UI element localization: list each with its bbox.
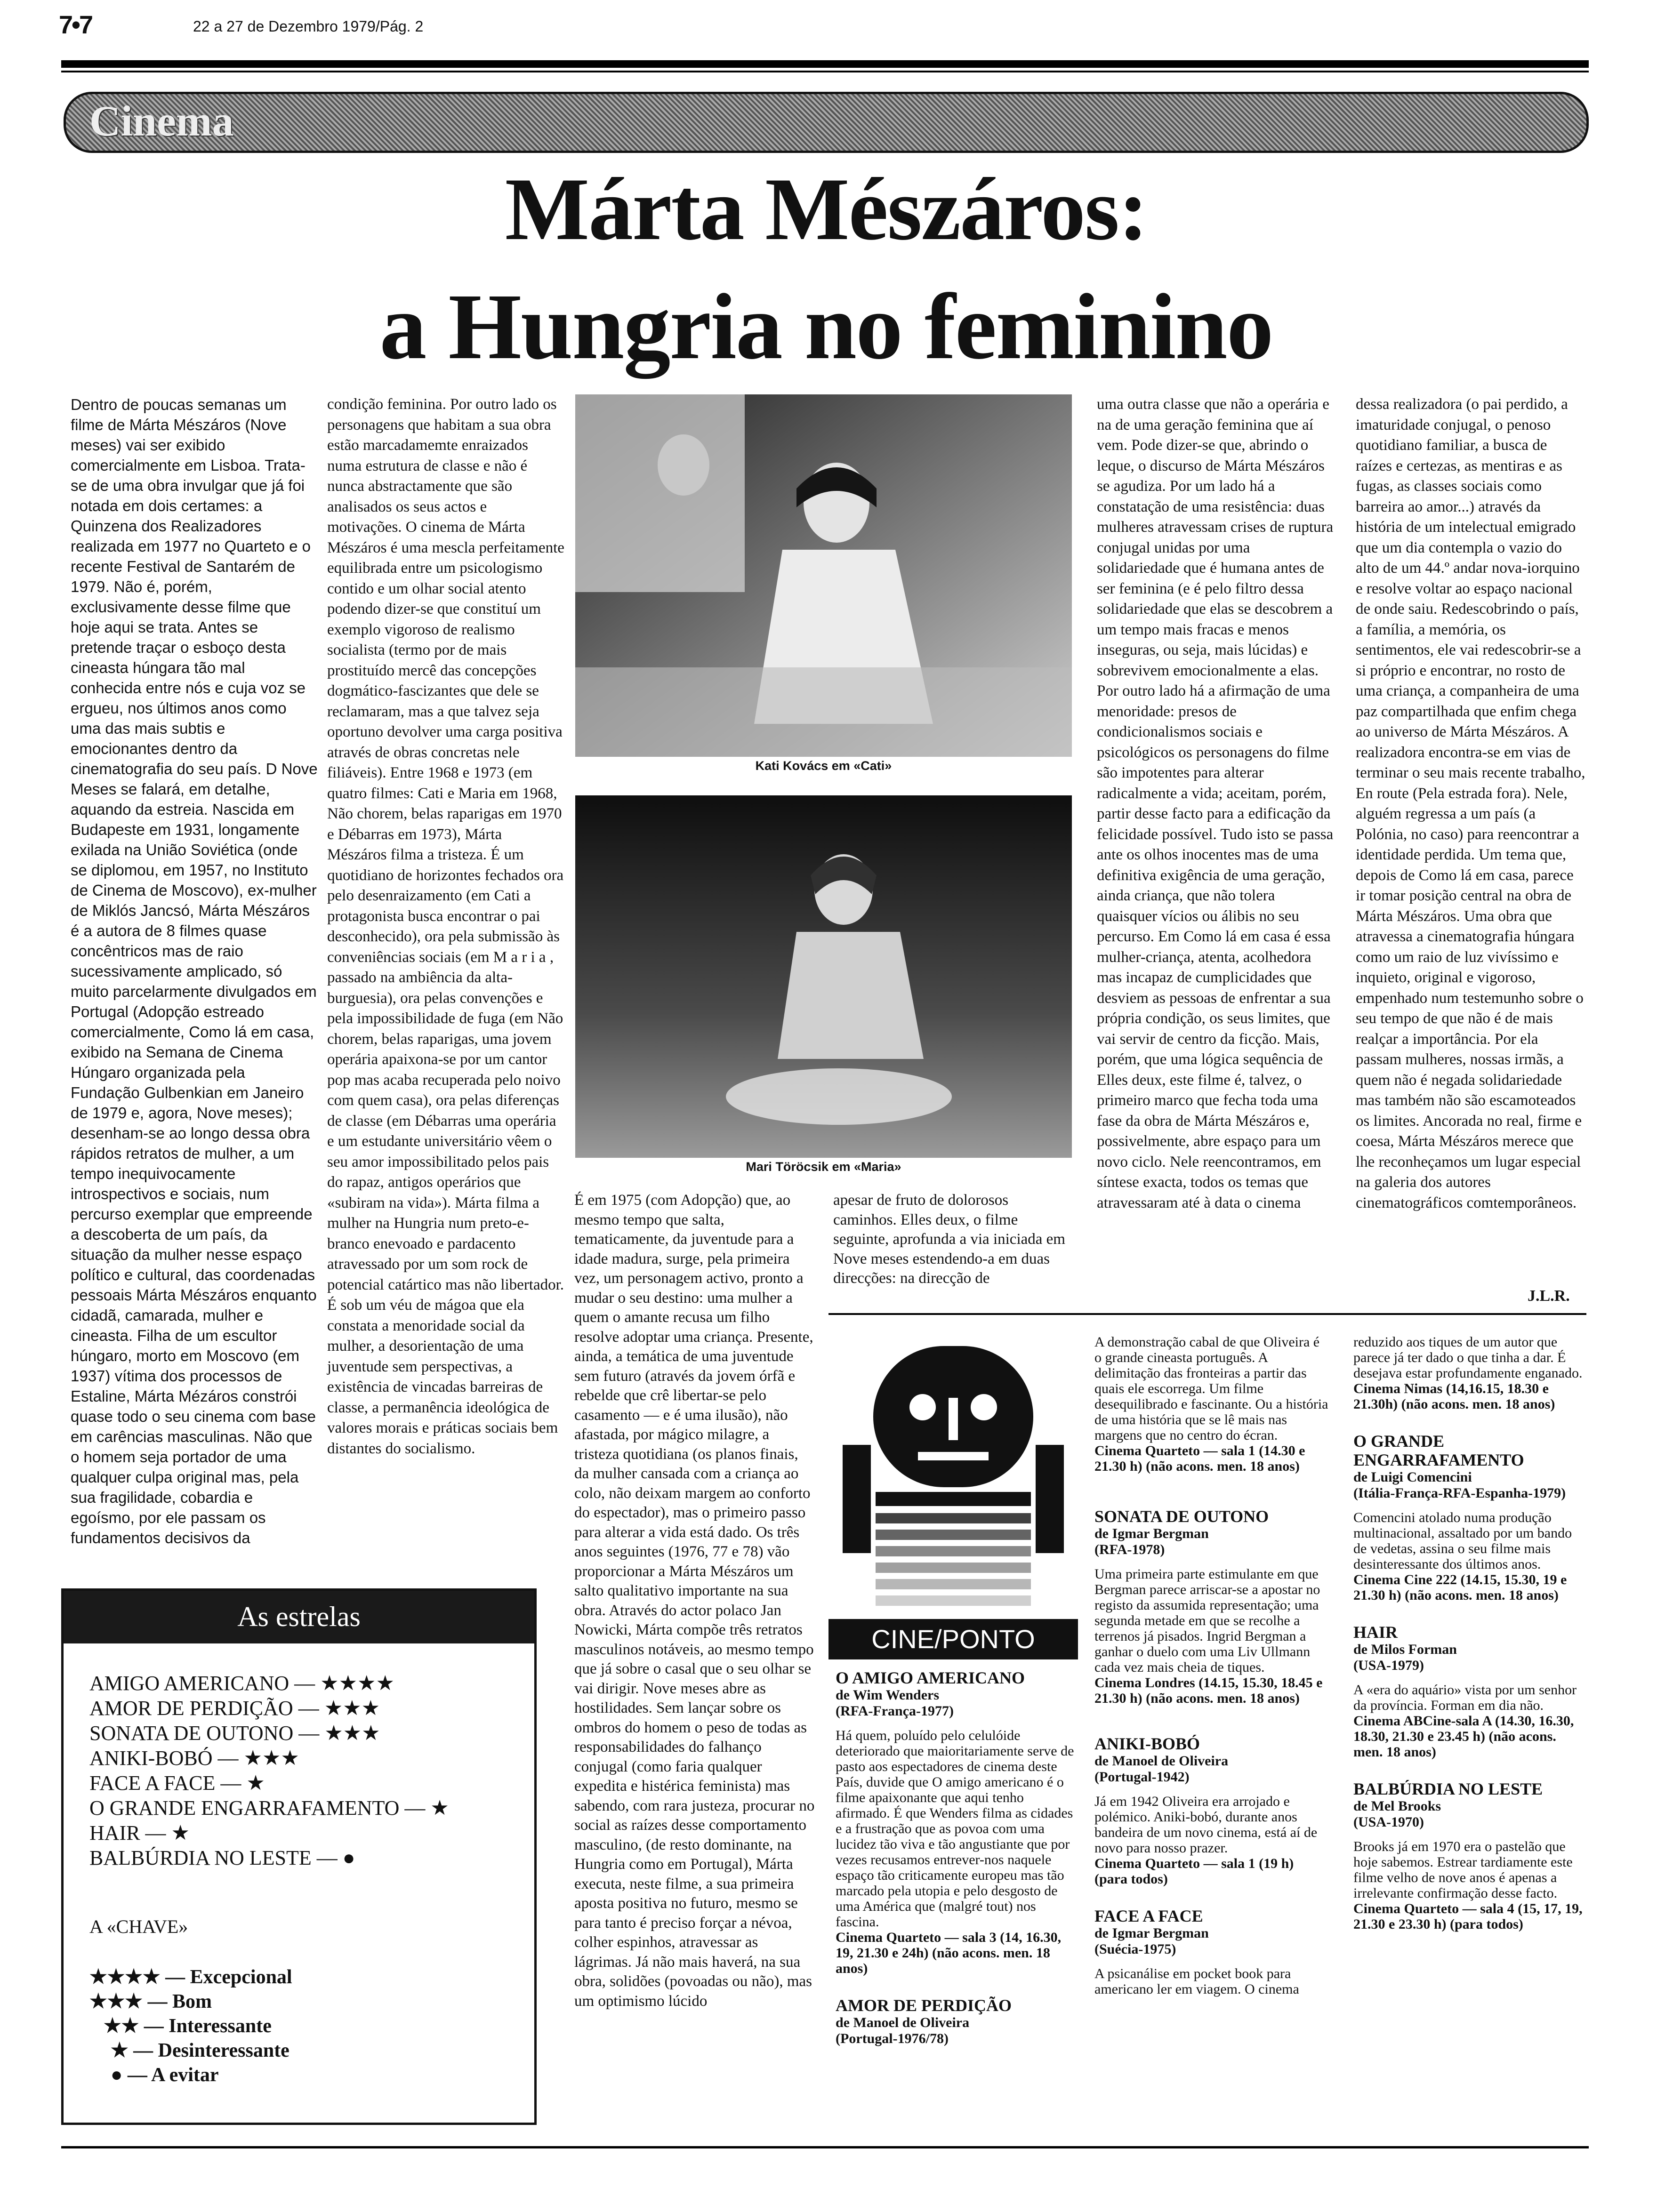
cineponto-column-2 — [1094, 1334, 1330, 2017]
stars-key-title: A «CHAVE» — [89, 1916, 188, 1937]
photo-image-2 — [575, 795, 1072, 1158]
headline-line-2: a Hungria no feminino — [379, 275, 1273, 379]
film-entry — [1353, 1334, 1586, 1412]
film-screening-info: Cinema Quarteto — sala 3 (14, 16.30, 19, 21.30 e 24h) (não acons. men. 18 anos) — [836, 1930, 1062, 1976]
star-rating-item: BALBÚRDIA NO LESTE — ● — [89, 1846, 355, 1869]
article-column-5 — [1356, 394, 1586, 1213]
star-rating-item: AMOR DE PERDIÇÃO — ★★★ — [89, 1697, 380, 1720]
stars-ratings-box — [61, 1588, 537, 2125]
film-review: A psicanálise em pocket book para americano ler em viagem. O cinema — [1094, 1966, 1299, 1997]
film-review: reduzido aos tiques de um autor que parece já ter dado o que tinha a dar. É desejava estar profundamente enganado. — [1353, 1334, 1583, 1381]
film-director: de Manoel de Oliveira — [1094, 1753, 1229, 1769]
stars-list — [89, 1671, 449, 1870]
film-origin: (RFA-1978) — [1094, 1542, 1165, 1557]
newspaper-logo: 7•7 — [59, 11, 92, 39]
section-label: Cinema — [89, 97, 234, 145]
cineponto-column-1 — [836, 1668, 1078, 2067]
film-director: de Manoel de Oliveira — [836, 2015, 970, 2030]
film-review: Há quem, poluído pelo celulóide deteriorado que maioritariamente serve de pasto aos espectadores de cinema deste País, duvide que O amigo americano é o filme apaixonante que aqui tenho afirmado. É que Wenders filma as cidades e a frustração que as povoa com uma lucidez tão viva e tão angustiante que por vezes recusamos entrever-nos naquele espaço tão criticamente europeu mas tão marcado pela utopia e pelo desgosto de uma América que (malgré tout) nos fascina. — [836, 1728, 1074, 1930]
top-rule — [61, 60, 1589, 68]
star-rating-item: ANIKI-BOBÓ — ★★★ — [89, 1747, 299, 1770]
film-origin: (RFA-França-1977) — [836, 1703, 954, 1719]
issue-date-page: 22 a 27 de Dezembro 1979/Pág. 2 — [193, 18, 424, 35]
film-screening-info: Cinema Quarteto — sala 1 (19 h) (para todos) — [1094, 1856, 1294, 1887]
article-signature: J.L.R. — [1528, 1287, 1570, 1305]
film-entry — [1094, 1734, 1330, 1887]
cineponto-logo — [828, 1337, 1078, 1619]
article-column-1 — [71, 394, 318, 1548]
film-title: AMOR DE PERDIÇÃO — [836, 1996, 1012, 2015]
film-screening-info: Cinema Quarteto — sala 1 (14.30 e 21.30 h) (não acons. men. 18 anos) — [1094, 1443, 1305, 1474]
film-entry — [1094, 1334, 1330, 1474]
film-origin: (USA-1979) — [1353, 1658, 1424, 1673]
film-entry — [836, 1668, 1078, 1976]
film-title: SONATA DE OUTONO — [1094, 1507, 1269, 1526]
film-entry — [1094, 1507, 1330, 1706]
article-text-col3b: apesar de fruto de dolorosos caminhos. Elles deux, o filme seguinte, aprofunda a via iniciada em Nove meses estendendo-a em duas direcções: na direcção de — [833, 1192, 1065, 1287]
article-column-2 — [327, 394, 565, 1459]
film-screening-info: Cinema ABCine-sala A (14.30, 16.30, 18.30, 21.30 e 23.45 h) (não acons. men. 18 anos) — [1353, 1713, 1574, 1760]
cineponto-face-icon — [828, 1337, 1078, 1619]
film-origin: (Suécia-1975) — [1094, 1941, 1176, 1957]
photo-caption-2: Mari Töröcsik em «Maria» — [746, 1160, 901, 1174]
film-review: Brooks já em 1970 era o pastelão que hoje sabemos. Estrear tardiamente este filme velho de nove anos é apenas a irrelevante confirmação desse facto. — [1353, 1839, 1573, 1901]
film-review: Uma primeira parte estimulante em que Bergman parece arriscar-se a apostar no registo da assumida representação; uma segunda metade em que se recolhe a terrenos já pisados. Ingrid Bergman a ganhar o duelo com uma Liv Ullmann cada vez mais cheia de tiques. — [1094, 1566, 1320, 1675]
article-text-col4: uma outra classe que não a operária e na de uma geração feminina que aí vem. Pode dizer-se que, abrindo o leque, o discurso de Márta Mészáros se agudiza. Por um lado há a constatação de uma resistência: duas mulheres atravessam crises de ruptura conjugal unidas por uma solidariedade que é humana antes de ser feminina (e é pelo filtro dessa solidariedade que elas se descobrem a um tempo mais fracas e menos inseguras, ou seja, mais lúcidas) e sobrevivem emocionalmente a elas. Por outro lado há a afirmação de uma menoridade: presos de condicionalismos sociais e psicológicos os personagens do filme são impotentes para alterar radicalmente a vida; aceitam, porém, partir desse facto para a edificação da felicidade possível. Tudo isto se passa ante os olhos inocentes mas de uma definitiva exigência de uma geração, ainda criança, que não tolera quaisquer vícios ou álibis no seu percurso. Em Como lá em casa é essa mulher-criança, atenta, acolhedora mas incapaz de cumplicidades que desviem as pessoas de enfrentar a sua própria condição, os seus limites, que vai servir de centro da ficção. Mais, porém, que uma lógica sequência de Elles deux, este filme é, talvez, o primeiro marco que fecha toda uma fase da obra de Márta Mészáros e, possivelmente, abre espaço para um novo ciclo. Nele reencontramos, em síntese exacta, todos os temas que atravessaram até à data o cinema — [1097, 396, 1334, 1211]
film-review: A demonstração cabal de que Oliveira é o grande cineasta português. A delimitação das fronteiras a partir das quais ele escorrega. Um filme desequilibrado e fascinante. Ou a história de uma história que se lê mais nas margens que no centro do écran. — [1094, 1334, 1328, 1443]
article-text-col1: Dentro de poucas semanas um filme de Márta Mészáros (Nove meses) vai ser exibido comercialmente em Lisboa. Trata-se de uma obra invulgar que já foi notada em dois certames: a Quinzena dos Realizadores realizada em 1977 no Quarteto e o recente Festival de Santarém de 1979. Não é, porém, exclusivamente desse filme que hoje aqui se trata. Antes se pretende traçar o esboço desta cineasta húngara tão mal conhecida entre nós e cuja voz se ergueu, nos últimos anos como uma das mais subtis e emocionantes dentro da cinematografia do seu país. D Nove Meses se falará, em detalhe, aquando da estreia. Nascida em Budapeste em 1931, longamente exilada na União Soviética (onde se diplomou, em 1957, no Instituto de Cinema de Moscovo), ex-mulher de Miklós Jancsó, Márta Mészáros é a autora de 8 filmes quase concêntricos mas de raio sucessivamente amplicado, só muito parcelarmente divulgados em Portugal (Adopção estreado comercialmente, Como lá em casa, exibido na Semana de Cinema Húngaro organizada pela Fundação Gulbenkian em Janeiro de 1979 e, agora, Nove meses); desenham-se ao longo dessa obra rápidos retratos de mulher, a um tempo inequivocamente introspectivos e sociais, num percurso exemplar que empreende a descoberta de um país, da situação da mulher nesse espaço político e cultural, das coordenadas pessoais Márta Mészáros enquanto cidadã, camarada, mulher e cineasta. Filha de um escultor húngaro, morto em Moscovo (em 1937) vítima dos processos de Estaline, Márta Mézáros constrói quase todo o seu cinema com base em carências masculinas. Não que o homem seja portador de uma qualquer culpa original mas, pela sua fragilidade, cobardia e egoísmo, por ele passam os fundamentos decisivos da — [71, 396, 318, 1547]
film-review: A «era do aquário» vista por um senhor da província. Forman em dia não. — [1353, 1682, 1577, 1713]
star-rating-item: SONATA DE OUTONO — ★★★ — [89, 1722, 380, 1745]
article-text-col5: dessa realizadora (o pai perdido, a imaturidade conjugal, o penoso quotidiano familiar, a busca de raízes e certezas, as mentiras e as fugas, as classes sociais como barreira ao amor...) através da história de um intelectual emigrado que um dia contempla o vazio do alto de um 44.º andar nova-iorquino e resolve voltar ao espaço nacional de onde saiu. Redescobrindo o país, a família, a memória, os sentimentos, ele vai redescobrir-se a si próprio e encontrar, no rosto de uma criança, a companheira de uma paz compartilhada que enfim chega ao universo de Márta Mészáros. A realizadora encontra-se em vias de terminar o seu mais recente trabalho, En route (Pela estrada fora). Nele, alguém regressa a um país (a Polónia, no caso) para reencontrar a identidade perdida. Um tema que, depois de Como lá em casa, parece ir tomar posição central na obra de Márta Mészáros. Uma obra que atravessa a cinematografia húngara como um raio de luz vivíssimo e inquieto, original e vigoroso, empenhado num testemunho sobre o seu tempo de que não é de mais realçar a importância. Por ela passam mulheres, nossas irmãs, a quem não é negada solidariedade mas também não são escamoteados os limites. Ancorada no real, firme e coesa, Márta Mészáros merece que lhe reconheçamos um lugar especial na galeria dos autores cinematográficos comtemporâneos. — [1356, 396, 1585, 1211]
headline-line-1: Márta Mészáros: — [505, 160, 1148, 259]
film-director: de Igmar Bergman — [1094, 1925, 1209, 1941]
article-column-4 — [1097, 394, 1335, 1213]
film-director: de Luigi Comencini — [1353, 1469, 1472, 1485]
photo-kati-kovacs — [575, 394, 1072, 757]
star-rating-item: O GRANDE ENGARRAFAMENTO — ★ — [89, 1796, 449, 1819]
film-director: de Milos Forman — [1353, 1642, 1457, 1657]
article-column-3b — [833, 1191, 1073, 1289]
bottom-rule — [61, 2146, 1589, 2148]
film-director: de Mel Brooks — [1353, 1798, 1441, 1814]
film-screening-info: Cinema Londres (14.15, 15.30, 18.45 e 21.30 h) (não acons. men. 18 anos) — [1094, 1675, 1323, 1706]
film-title: ANIKI-BOBÓ — [1094, 1734, 1200, 1753]
film-origin: (Itália-França-RFA-Espanha-1979) — [1353, 1485, 1566, 1501]
film-entry — [1094, 1907, 1330, 1997]
film-screening-info: Cinema Quarteto — sala 4 (15, 17, 19, 21.30 e 23.30 h) (para todos) — [1353, 1901, 1583, 1932]
film-review: Comencini atolado numa produção multinacional, assaltado por um bando de vedetas, assina o seu filme mais desinteressante dos últimos anos. — [1353, 1510, 1572, 1572]
film-director: de Igmar Bergman — [1094, 1526, 1209, 1541]
key-item: ● — A evitar — [111, 2064, 219, 2086]
article-text-col3a: É em 1975 (com Adopção) que, ao mesmo tempo que salta, tematicamente, da juventude para a idade madura, surge, pela primeira vez, um personagem activo, pronto a mudar o seu destino: uma mulher a quem o amante recusa um filho resolve adoptar uma criança. Presente, ainda, a temática de uma juventude sem futuro (através da jovem órfã e rebelde que crê libertar-se pelo casamento — e é uma ilusão), não afastada, por mágico milagre, a tristeza quotidiana (os planos finais, da mulher cansada com a criança ao colo, não deixam margem ao conforto do espectador), mas o primeiro passo para alterar a vida está dado. Os três anos seguintes (1976, 77 e 78) vão proporcionar a Márta Mészáros um salto qualitativo importante na sua obra. Através do actor polaco Jan Nowicki, Márta compõe três retratos masculinos notáveis, ao mesmo tempo que já sobre o casal que o seu olhar se vai dirigir. Nove meses abre as hostilidades. Sem lançar sobre os ombros do homem o peso de todas as responsabilidades do falhanço conjugal (como faria qualquer expedita e histérica feminista) mas sabendo, com rara justeza, procurar no social as raízes desse comportamento masculino, (de resto dominante, na Hungria como em Portugal), Márta executa, neste filme, a sua primeira aposta positiva no futuro, mesmo se para tanto é preciso forçar a névoa, colher espinhos, atravessar as lágrimas. Já não mais haverá, na sua obra, solidões (povoadas ou não), mas um optimismo lúcido — [574, 1192, 815, 2010]
section-divider — [828, 1313, 1586, 1315]
film-origin: (Portugal-1942) — [1094, 1769, 1190, 1785]
film-entry — [1353, 1432, 1586, 1603]
film-entry — [836, 1996, 1078, 2047]
photo-image — [575, 394, 1072, 757]
film-title: HAIR — [1353, 1623, 1398, 1642]
film-review: Já em 1942 Oliveira era arrojado e polémico. Aniki-bobó, durante anos bandeira de um novo cinema, está aí de novo para nosso prazer. — [1094, 1794, 1318, 1856]
section-banner — [64, 92, 1589, 153]
film-screening-info: Cinema Nimas (14,16.15, 18.30 e 21.30h) (não acons. men. 18 anos) — [1353, 1381, 1555, 1412]
stars-title: As estrelas — [64, 1591, 534, 1643]
film-entry — [1353, 1779, 1586, 1932]
cineponto-column-3 — [1353, 1334, 1586, 1952]
article-column-3a — [574, 1191, 817, 2011]
star-rating-item: FACE A FACE — ★ — [89, 1771, 265, 1795]
film-origin: (USA-1970) — [1353, 1814, 1424, 1830]
cineponto-label: CINE/PONTO — [828, 1619, 1078, 1659]
film-director: de Wim Wenders — [836, 1687, 940, 1703]
top-rule-thin — [61, 71, 1589, 72]
key-item: ★★★ — Bom — [89, 1991, 212, 2012]
key-item: ★ — Desinteressante — [111, 2040, 290, 2061]
film-origin: (Portugal-1976/78) — [836, 2031, 949, 2046]
film-title: O GRANDE ENGARRAFAMENTO — [1353, 1432, 1524, 1469]
film-title: BALBÚRDIA NO LESTE — [1353, 1779, 1543, 1798]
film-entry — [1353, 1623, 1586, 1760]
stars-key-list — [89, 1965, 292, 2087]
article-text-col2: condição feminina. Por outro lado os personagens que habitam a sua obra estão marcadamemte enraizados numa estrutura de classe e não é nunca abstractamente que são analisados os seus actos e motivações. O cinema de Márta Mészáros é uma mescla perfeitamente equilibrada entre um psicologismo contido e um olhar social atento podendo dizer-se que constituí um exemplo vigoroso de realismo socialista (termo por de mais prostituído mercê das concepções dogmático-fascizantes que dele se reclamaram, mas a que talvez seja oportuno devolver uma carga positiva através de obras concretas nele filiáveis). Entre 1968 e 1973 (em quatro filmes: Cati e Maria em 1968, Não chorem, belas raparigas em 1970 e Débarras em 1973), Márta Mészáros filma a tristeza. É um quotidiano de horizontes fechados ora pelo desenraizamento (em Cati a protagonista busca encontrar o pai desconhecido), ora pela submissão às conveniências sociais (em M a r i a , passado na ambiência da alta-burguesia), ora pelas convenções e pela impossibilidade de fuga (em Não chorem, belas raparigas, uma jovem operária apaixona-se por um cantor pop mas acaba recuperada pelo noivo com quem casa), ora pelas diferenças de classe (em Débarras uma operária e um estudante universitário vêem o seu amor impossibilitado pelos pais do rapaz, antigos operários que «subiram na vida»). Márta filma a mulher na Hungria num preto-e-branco enevoado e pardacento atravessado por um som rock de potencial catártico mas não libertador. É sob um véu de mágoa que ela constata a menoridade social da mulher, a desorientação de uma juventude sem perspectivas, a existência de vincadas barreiras de classe, a permanência ideológica de valores morais e práticas sociais bem distantes do socialismo. — [327, 396, 564, 1457]
star-rating-item: HAIR — ★ — [89, 1821, 190, 1844]
key-item: ★★ — Interessante — [104, 2015, 272, 2037]
photo-caption-1: Kati Kovács em «Cati» — [755, 759, 892, 773]
film-title: FACE A FACE — [1094, 1907, 1203, 1925]
key-item: ★★★★ — Excepcional — [89, 1966, 292, 1988]
film-screening-info: Cinema Cine 222 (14.15, 15.30, 19 e 21.30 h) (não acons. men. 18 anos) — [1353, 1572, 1567, 1603]
star-rating-item: AMIGO AMERICANO — ★★★★ — [89, 1672, 394, 1695]
photo-mari-torocsik — [575, 795, 1072, 1158]
film-title: O AMIGO AMERICANO — [836, 1668, 1025, 1687]
